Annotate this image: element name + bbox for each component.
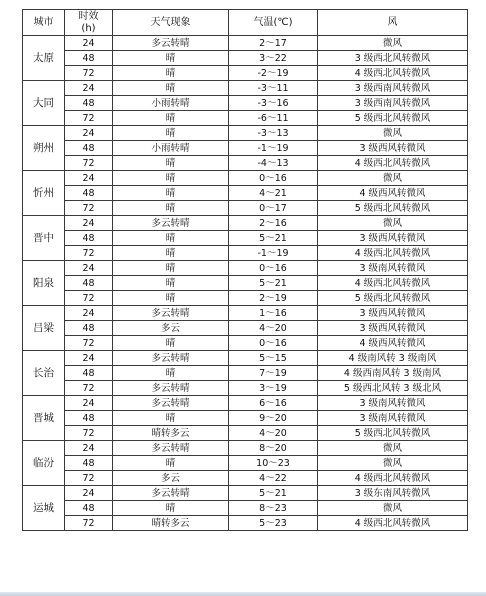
hours-cell: 24	[65, 396, 113, 411]
wind-cell: 3 级西风转微风	[318, 141, 468, 156]
hours-cell: 48	[65, 366, 113, 381]
wind-cell: 4 级西南风转 3 级南风	[318, 366, 468, 381]
hours-cell: 48	[65, 501, 113, 516]
wind-cell: 5 级西北风转 3 级北风	[318, 381, 468, 396]
table-row	[23, 51, 468, 66]
hours-cell: 24	[65, 126, 113, 141]
table-row	[23, 96, 468, 111]
hours-cell: 48	[65, 141, 113, 156]
col-header-hours-line1: 时效	[78, 10, 99, 22]
weather-cell: 晴	[113, 261, 229, 276]
weather-cell: 晴	[113, 126, 229, 141]
table-row	[23, 246, 468, 261]
table-row	[23, 441, 468, 456]
table-row	[23, 336, 468, 351]
wind-cell: 4 级西北风转微风	[318, 66, 468, 81]
table-row	[23, 456, 468, 471]
table-row	[23, 486, 468, 501]
table-row	[23, 351, 468, 366]
wind-cell: 微风	[318, 501, 468, 516]
wind-cell: 4 级西北风转微风	[318, 156, 468, 171]
weather-cell: 晴	[113, 411, 229, 426]
weather-cell: 多云转晴	[113, 306, 229, 321]
weather-cell: 晴	[113, 51, 229, 66]
hours-cell: 48	[65, 321, 113, 336]
temperature-cell: 4～21	[229, 186, 318, 201]
table-row	[23, 111, 468, 126]
weather-cell: 多云	[113, 321, 229, 336]
table-row	[23, 291, 468, 306]
temperature-cell: -6～11	[229, 111, 318, 126]
weather-cell: 小雨转晴	[113, 96, 229, 111]
window-bottom-edge	[0, 592, 486, 596]
wind-cell: 3 级西北风转微风	[318, 51, 468, 66]
temperature-cell: -1～19	[229, 141, 318, 156]
hours-cell: 48	[65, 411, 113, 426]
wind-cell: 微风	[318, 456, 468, 471]
weather-cell: 多云	[113, 471, 229, 486]
col-header-weather: 天气现象	[113, 10, 229, 36]
weather-cell: 小雨转晴	[113, 141, 229, 156]
col-header-hours	[65, 10, 113, 36]
weather-cell: 晴	[113, 66, 229, 81]
temperature-cell: 8～23	[229, 501, 318, 516]
weather-cell: 晴	[113, 456, 229, 471]
temperature-cell: -3～13	[229, 126, 318, 141]
temperature-cell: 5～23	[229, 516, 318, 531]
hours-cell: 24	[65, 351, 113, 366]
weather-cell: 多云转晴	[113, 381, 229, 396]
header-row	[23, 10, 468, 36]
temperature-cell: 4～22	[229, 471, 318, 486]
weather-cell: 晴	[113, 291, 229, 306]
table-row	[23, 66, 468, 81]
table-row	[23, 36, 468, 51]
city-cell: 忻州	[23, 171, 65, 216]
temperature-cell: 4～20	[229, 426, 318, 441]
forecast-table	[22, 9, 468, 531]
city-cell: 阳泉	[23, 261, 65, 306]
weather-cell: 晴	[113, 366, 229, 381]
table-row	[23, 306, 468, 321]
weather-cell: 多云转晴	[113, 36, 229, 51]
temperature-cell: -2～19	[229, 66, 318, 81]
hours-cell: 72	[65, 426, 113, 441]
weather-cell: 晴	[113, 156, 229, 171]
table-body	[23, 36, 468, 531]
wind-cell: 5 级西北风转微风	[318, 291, 468, 306]
temperature-cell: 2～19	[229, 291, 318, 306]
table-row	[23, 156, 468, 171]
weather-cell: 晴	[113, 276, 229, 291]
table-row	[23, 81, 468, 96]
temperature-cell: 3～22	[229, 51, 318, 66]
wind-cell: 微风	[318, 441, 468, 456]
hours-cell: 24	[65, 216, 113, 231]
table-row	[23, 216, 468, 231]
wind-cell: 3 级西风转微风	[318, 231, 468, 246]
temperature-cell: 4～20	[229, 321, 318, 336]
table-row	[23, 186, 468, 201]
table-row	[23, 516, 468, 531]
hours-cell: 72	[65, 471, 113, 486]
hours-cell: 48	[65, 186, 113, 201]
table-row	[23, 141, 468, 156]
wind-cell: 4 级西风转微风	[318, 336, 468, 351]
temperature-cell: 10～23	[229, 456, 318, 471]
wind-cell: 3 级西南风转微风	[318, 96, 468, 111]
table-row	[23, 366, 468, 381]
weather-cell: 晴	[113, 501, 229, 516]
wind-cell: 微风	[318, 126, 468, 141]
city-cell: 太原	[23, 36, 65, 81]
city-cell: 吕梁	[23, 306, 65, 351]
hours-cell: 24	[65, 441, 113, 456]
table-row	[23, 501, 468, 516]
temperature-cell: -3～16	[229, 96, 318, 111]
temperature-cell: 5～21	[229, 486, 318, 501]
city-cell: 大同	[23, 81, 65, 126]
city-cell: 运城	[23, 486, 65, 531]
weather-cell: 多云转晴	[113, 216, 229, 231]
wind-cell: 3 级西南风转微风	[318, 81, 468, 96]
table-row	[23, 471, 468, 486]
wind-cell: 4 级南风转 3 级南风	[318, 351, 468, 366]
temperature-cell: 5～21	[229, 276, 318, 291]
city-cell: 晋城	[23, 396, 65, 441]
wind-cell: 5 级西北风转微风	[318, 111, 468, 126]
hours-cell: 24	[65, 171, 113, 186]
table-row	[23, 201, 468, 216]
hours-cell: 48	[65, 96, 113, 111]
hours-cell: 48	[65, 231, 113, 246]
wind-cell: 4 级西北风转微风	[318, 516, 468, 531]
wind-cell: 微风	[318, 216, 468, 231]
hours-cell: 72	[65, 111, 113, 126]
hours-cell: 72	[65, 381, 113, 396]
temperature-cell: 9～20	[229, 411, 318, 426]
city-cell: 朔州	[23, 126, 65, 171]
wind-cell: 5 级西北风转微风	[318, 426, 468, 441]
table-row	[23, 321, 468, 336]
wind-cell: 5 级西北风转微风	[318, 201, 468, 216]
temperature-cell: 6～16	[229, 396, 318, 411]
temperature-cell: -3～11	[229, 81, 318, 96]
city-cell: 晋中	[23, 216, 65, 261]
wind-cell: 4 级西风转微风	[318, 186, 468, 201]
hours-cell: 48	[65, 51, 113, 66]
hours-cell: 72	[65, 66, 113, 81]
wind-cell: 3 级东南风转微风	[318, 486, 468, 501]
table-row	[23, 396, 468, 411]
temperature-cell: 2～17	[229, 36, 318, 51]
wind-cell: 3 级西风转微风	[318, 321, 468, 336]
hours-cell: 48	[65, 456, 113, 471]
wind-cell: 4 级西北风转微风	[318, 276, 468, 291]
table-row	[23, 171, 468, 186]
col-header-city: 城市	[23, 10, 65, 36]
temperature-cell: 2～16	[229, 216, 318, 231]
weather-cell: 多云转晴	[113, 351, 229, 366]
col-header-wind: 风	[318, 10, 468, 36]
table-row	[23, 276, 468, 291]
hours-cell: 24	[65, 261, 113, 276]
forecast-document	[22, 9, 467, 531]
temperature-cell: 7～19	[229, 366, 318, 381]
weather-cell: 晴	[113, 81, 229, 96]
weather-cell: 晴	[113, 201, 229, 216]
table-row	[23, 426, 468, 441]
hours-cell: 24	[65, 81, 113, 96]
weather-cell: 晴转多云	[113, 426, 229, 441]
temperature-cell: 0～16	[229, 336, 318, 351]
wind-cell: 3 级西风转微风	[318, 306, 468, 321]
wind-cell: 3 级南风转微风	[318, 261, 468, 276]
weather-cell: 晴	[113, 111, 229, 126]
wind-cell: 微风	[318, 171, 468, 186]
weather-cell: 多云转晴	[113, 486, 229, 501]
hours-cell: 24	[65, 486, 113, 501]
hours-cell: 72	[65, 201, 113, 216]
temperature-cell: 5～21	[229, 231, 318, 246]
hours-cell: 24	[65, 306, 113, 321]
weather-cell: 晴	[113, 336, 229, 351]
wind-cell: 3 级南风转微风	[318, 411, 468, 426]
temperature-cell: 3～19	[229, 381, 318, 396]
col-header-temperature: 气温(℃)	[229, 10, 318, 36]
table-row	[23, 261, 468, 276]
temperature-cell: 5～15	[229, 351, 318, 366]
wind-cell: 4 级西北风转微风	[318, 246, 468, 261]
temperature-cell: 0～16	[229, 171, 318, 186]
hours-cell: 72	[65, 336, 113, 351]
temperature-cell: 0～16	[229, 261, 318, 276]
weather-cell: 晴	[113, 231, 229, 246]
weather-cell: 多云转晴	[113, 441, 229, 456]
hours-cell: 72	[65, 156, 113, 171]
city-cell: 长治	[23, 351, 65, 396]
weather-cell: 晴	[113, 171, 229, 186]
hours-cell: 72	[65, 246, 113, 261]
temperature-cell: -4～13	[229, 156, 318, 171]
hours-cell: 72	[65, 291, 113, 306]
wind-cell: 微风	[318, 36, 468, 51]
table-row	[23, 126, 468, 141]
hours-cell: 72	[65, 516, 113, 531]
city-cell: 临汾	[23, 441, 65, 486]
table-row	[23, 231, 468, 246]
weather-cell: 多云转晴	[113, 396, 229, 411]
weather-cell: 晴转多云	[113, 516, 229, 531]
weather-cell: 晴	[113, 246, 229, 261]
table-row	[23, 411, 468, 426]
temperature-cell: 1～16	[229, 306, 318, 321]
temperature-cell: 0～17	[229, 201, 318, 216]
temperature-cell: 8～20	[229, 441, 318, 456]
table-row	[23, 381, 468, 396]
hours-cell: 24	[65, 36, 113, 51]
temperature-cell: -1～19	[229, 246, 318, 261]
col-header-hours-line2: (h)	[81, 22, 96, 34]
wind-cell: 4 级西北风转微风	[318, 471, 468, 486]
wind-cell: 3 级南风转微风	[318, 396, 468, 411]
weather-cell: 晴	[113, 186, 229, 201]
hours-cell: 48	[65, 276, 113, 291]
